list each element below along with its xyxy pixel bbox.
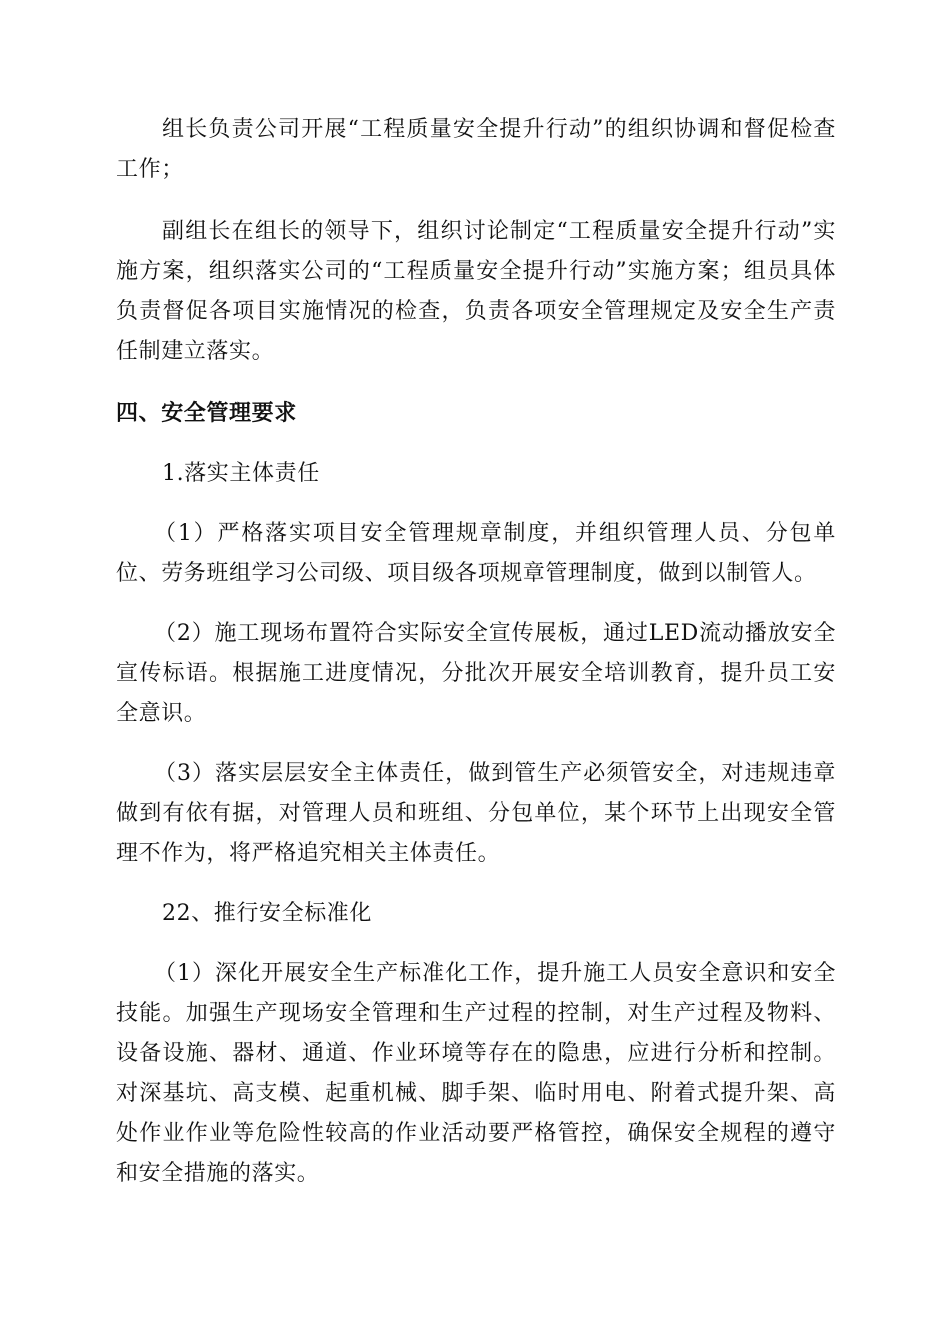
paragraph-deputy-leader: 副组长在组长的领导下，组织讨论制定“工程质量安全提升行动”实施方案，组织落实公司的“工程质量安全提升行动”实施方案；组员具体负责督促各项目实施情况的检查，负责各项安全管理规定及安全生产责任制建立落实。: [116, 219, 836, 364]
paragraph-team-leader: 组长负责公司开展“工程质量安全提升行动”的组织协调和督促检查工作；: [116, 117, 836, 182]
list-item: （1）深化开展安全生产标准化工作，提升施工人员安全意识和安全技能。加强生产现场安全管理和生产过程的控制，对生产过程及物料、设备设施、器材、通道、作业环境等存在的隐患，应进行分析和控制。对深基坑、高支模、起重机械、脚手架、临时用电、附着式提升架、高处作业作业等危险性较高的作业活动要严格管控，确保安全规程的遵守和安全措施的落实。: [116, 961, 836, 1186]
subsection-heading-standardization: 22、推行安全标准化: [162, 901, 372, 926]
list-item: （1）严格落实项目安全管理规章制度，并组织管理人员、分包单位、劳务班组学习公司级、项目级各项规章管理制度，做到以制管人。: [116, 521, 836, 586]
section-heading-safety-requirements: 四、安全管理要求: [116, 401, 297, 426]
document-body: [116, 110, 836, 1194]
subsection-heading-responsibility: 1.落实主体责任: [162, 461, 320, 486]
list-item: （2）施工现场布置符合实际安全宣传展板，通过LED流动播放安全宣传标语。根据施工进度情况，分批次开展安全培训教育，提升员工安全意识。: [116, 621, 836, 726]
list-item: （3）落实层层安全主体责任，做到管生产必须管安全，对违规违章做到有依有据，对管理人员和班组、分包单位，某个环节上出现安全管理不作为，将严格追究相关主体责任。: [116, 761, 836, 866]
